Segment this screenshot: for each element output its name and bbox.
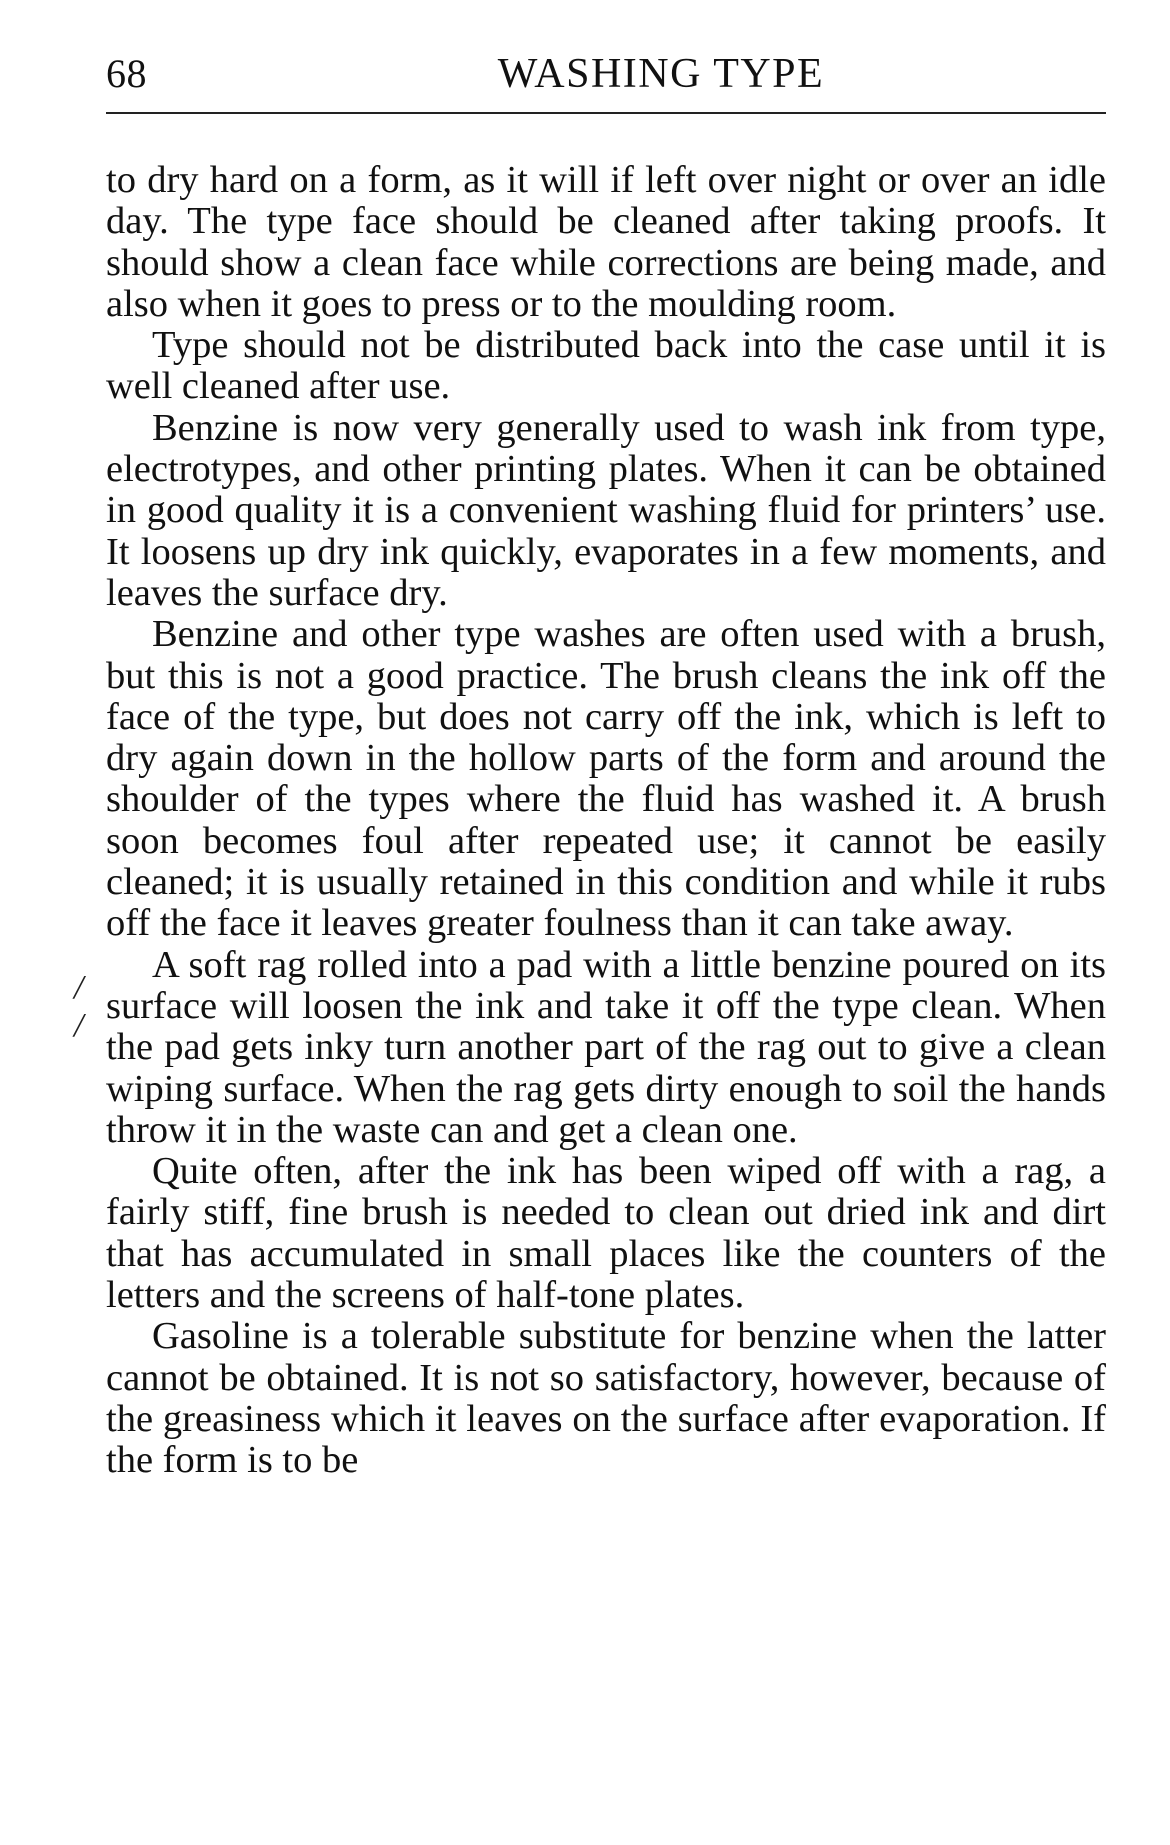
paragraph-distribution: Type should not be distributed back into the case until it is well cleaned after use. bbox=[106, 324, 1106, 408]
paragraph-soft-rag: A soft rag rolled into a pad with a little benzine poured on its surface will loosen the ink and take it off the type clean. When the pad gets inky turn another part of the rag out to give a clean wiping surface. When the rag gets dirty enough to soil the hands throw it in the waste can and get a clean one. bbox=[106, 943, 1106, 1151]
body-text bbox=[106, 160, 1106, 1482]
paragraph-gasoline: Gasoline is a tolerable substitute for benzine when the latter cannot be obtained. It is not so satisfactory, however, because of the greasiness which it leaves on the surface after evaporation. If the form is to be bbox=[106, 1315, 1106, 1482]
paragraph-continuation: to dry hard on a form, as it will if left over night or over an idle day. The type face should be cleaned after taking proofs. It should show a clean face while corrections are being made, and also when it goes to press or to the moulding room. bbox=[106, 159, 1106, 325]
margin-pencil-mark: / bbox=[74, 1007, 84, 1044]
margin-pencil-mark: / bbox=[74, 969, 84, 1006]
paragraph-brush: Benzine and other type washes are often used with a brush, but this is not a good practice. The brush cleans the ink off the face of the type, but does not carry off the ink, which is left to dry again down in the hollow parts of the form and around the shoulder of the types where the fluid has washed it. A brush soon becomes foul after repeated use; it cannot be easily cleaned; it is usually retained in this condition and while it rubs off the face it leaves greater foulness than it can take away. bbox=[106, 613, 1106, 945]
header-rule bbox=[106, 112, 1106, 114]
running-head bbox=[106, 44, 1106, 104]
running-title: WASHING TYPE bbox=[497, 51, 825, 97]
paragraph-benzine: Benzine is now very generally used to wash ink from type, electrotypes, and other printing plates. When it can be obtained in good quality it is a convenient washing fluid for printers’ use. It loosens up dry ink quickly, evaporates in a few moments, and leaves the surface dry. bbox=[106, 406, 1106, 614]
paragraph-stiff-brush: Quite often, after the ink has been wiped off with a rag, a fairly stiff, fine brush is needed to clean out dried ink and dirt that has accumulated in small places like the counters of the letters and the screens of half-tone plates. bbox=[106, 1150, 1106, 1317]
page-number: 68 bbox=[106, 51, 147, 96]
